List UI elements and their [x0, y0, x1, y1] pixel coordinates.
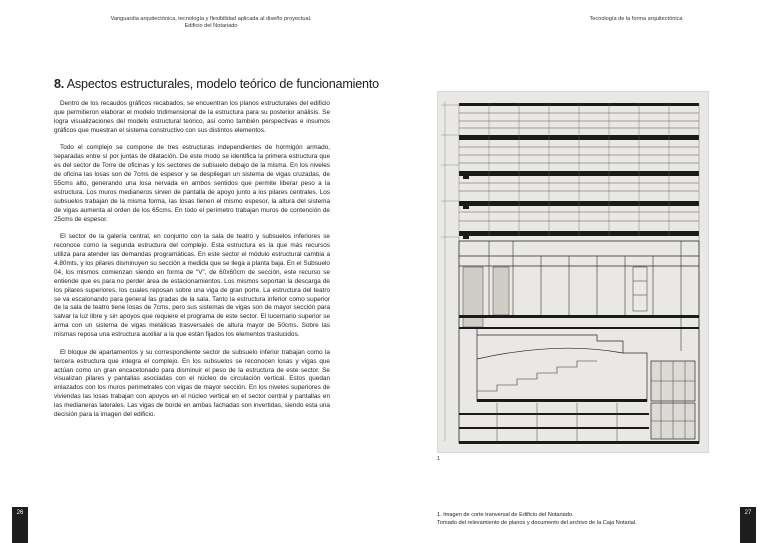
page-number: 27: [744, 510, 752, 516]
paragraph: El sector de la galería central, en conjunto con la sala de teatro y subsuelos inferiores se reconoce como la segunda estructura del complejo. Esta estructura es la que más recursos utiliza para atender las demandas programáticas. En este sector el módulo estructural cambia a 4.80mts, y los pilares disminuyen su sección a medida que se llega a planta baja. En el Subsuelo 04, los mismos comienzan siendo en forma de “V”, de 60x60cm de sección, este recurso se entiende que es para no perder área de estacionamientos. Los mismos soportan la descarga de los pilares superiores, los cuales reposan sobre una viga de gran porte. La estructura del teatro se va escalonando para general las gradas de la sala. Tanto la estructura inferior como superior de la sala de teatro tiene losas de 7cms, pero sus sistemas de vigas son de mayor sección para salvar la luz libre y sin apoyos que requiere el programa de este sector. El lucernario superior se arma con un sistema de vigas metálicas trasversales de altura mayor de 50cms. Sobre las mismas reposa una estructura auxiliar a la que están fijados los elementos traslucidos.: [54, 233, 330, 339]
section-drawing-image: [437, 91, 709, 453]
paragraph: Todo el complejo se compone de tres estructuras independientes de hormigón armado, separadas entre sí por juntas de dilatación. De este modo se identifica la primera estructura que es del sector de Torre de oficinas y los sectores de subsuelo debajo de la misma. En los niveles de oficina las losas son de 7cms de espesor y se despliegan un sistema de vigas cruzadas, de 55cms alto, generando una losa nervada en ambos sentidos que permite liberar peso a la estructura. Los muros medianeros sirven de pantalla de apoyo junto a los pilares centrales. Los subsuelos trabajan de la misma forma, las losas tienen el mismo espesor, la altura del sistema de vigas aumenta al orden de los 65cms. En todo el perímetro trabajan muros de contención de 25cms de espesor.: [54, 144, 330, 223]
figure-number: 1: [437, 456, 441, 462]
page-number-tab-left: [12, 507, 28, 543]
section-number: 8.: [54, 77, 65, 91]
section-title-text: Aspectos estructurales, modelo teórico de funcionamiento: [64, 77, 379, 91]
figure-caption: [437, 512, 697, 527]
building-section-drawing: [437, 91, 709, 453]
section-title: [54, 77, 379, 92]
paragraph: Dentro de los recaudos gráficos recabados, se encuentran los planos estructurales del edificio que permitieron elaborar el modelo tridimensional de la estructura para su posterior análisis. Se logra visualizaciones del modelo estructural teórico, así como también perspectivas e insumos gráficos que muestran el sistema constructivo con sus distintos elementos.: [54, 100, 330, 134]
page-number-tab-right: [740, 507, 756, 543]
paragraph: El bloque de apartamentos y su correspondiente sector de subsuelo inferior trabajan como la tercera estructura que integra el complejo. En los subsuelos se reconocen losas y vigas que actúan como un gran encacetonado para disminuir el peso de la estructura de este sector. Se visualizan pilares y pantallas asociadas con el núcleo de circulación vertical. Estos quedan enlazados con los muros perimetrales con vigas de mayor sección. En los niveles superiores de viviendas las losas trabajan con apoyos en el núcleo vertical en el sector central y pantallas en las medianeras laterales. Las vigas de borde en ambas fachadas son invertidas, siendo esta una decisión para la imagen del edificio.: [54, 348, 330, 419]
caption-line: 1. Imagen de corte tranversal de Edificio del Notariado.: [437, 512, 574, 518]
running-head-line: Vanguardia arquitectónica, tecnología y flexibilidad aplicada al diseño proyectual.: [110, 16, 312, 22]
running-head-right: Tecnología de la forma arquitectónica: [589, 16, 683, 22]
page-number: 26: [16, 510, 24, 516]
running-head-line: Edificio del Notariado: [184, 23, 238, 30]
running-head-left: [96, 16, 326, 31]
caption-line: Tomado del relevamiento de planos y documento del archivo de la Caja Notarial.: [437, 519, 637, 526]
body-text: [54, 100, 330, 429]
